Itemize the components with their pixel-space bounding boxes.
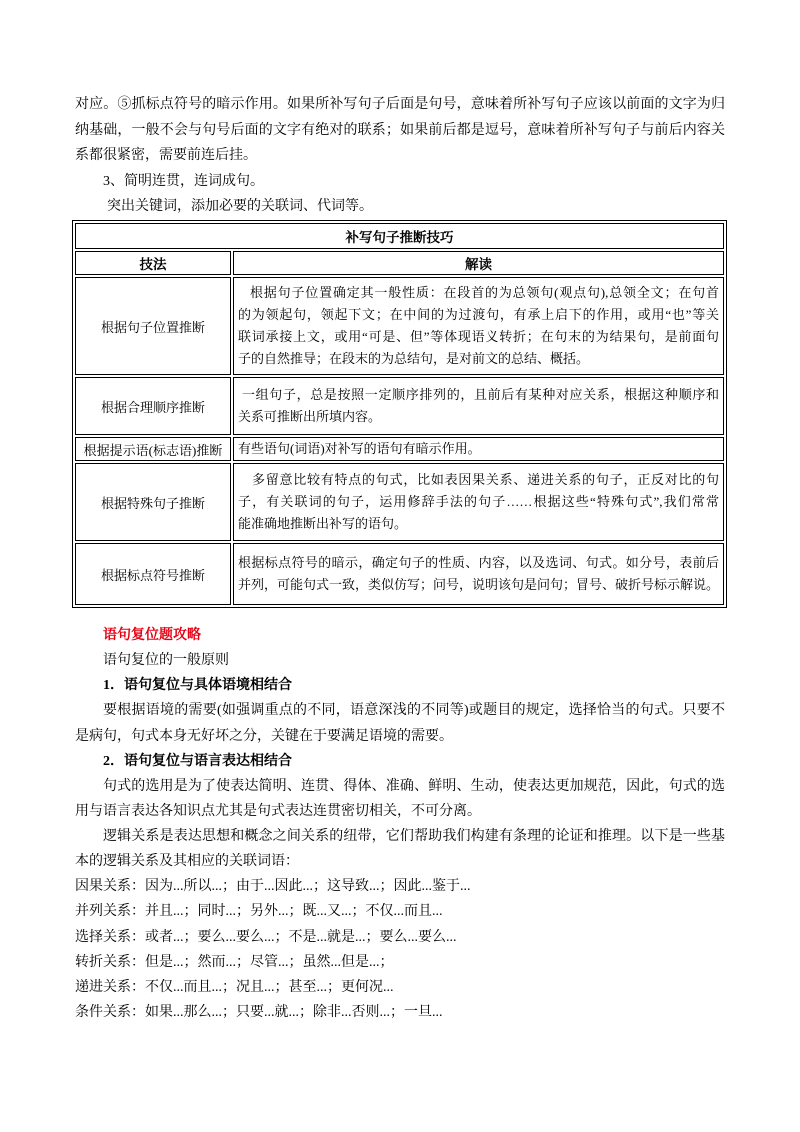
explanation-cell [233,277,724,375]
explanation-line: 并列，可能句式一致，类似仿写；问号，说明该句是问句；冒号、破折号标示解说。 [237,577,719,592]
explanation-cell [233,463,724,541]
method-cell: 根据提示语(标志语)推断 [75,437,231,461]
explanation-line: 多留意比较有特点的句式，比如表因果关系、递进关系的句子，正反对比的句 [251,472,719,487]
explanation-cell [233,377,724,435]
explanation-line: 子的自然推导；在段末的为总结句，是对前文的总结、概括。 [237,351,589,366]
relation-item: 递进关系：不仅...而且...；况且...；甚至...；更何况... [75,979,394,995]
paragraph-line: 是病句，句式本身无好坏之分，关键在于要满足语境的需要。 [75,728,453,744]
explanation-line: 根据标点符号的暗示，确定句子的性质、内容，以及选词、句式。如分号，表前后 [237,555,719,570]
method-cell: 根据特殊句子推断 [75,463,231,541]
explanation-line: 关系可推断出所填内容。 [237,409,381,424]
paragraph-line: 句式的选用是为了使表达简明、连贯、得体、准确、鲜明、生动，使表达更加规范，因此，句式的选 [103,778,725,794]
paragraph-line: 要根据语境的需要(如强调重点的不同，语意深浅的不同等)或题目的规定，选择恰当的句式。只要不 [103,703,725,719]
table-header-row [75,251,724,275]
table-row [75,437,724,461]
section-heading: 语句复位题攻略 [103,628,201,643]
table-header-method: 技法 [75,251,231,275]
relation-item: 条件关系：如果...那么...；只要...就...；除非...否则...；一旦... [75,1004,443,1020]
paragraph-line: 对应。⑤抓标点符号的暗示作用。如果所补写句子后面是句号，意味着所补写句子应该以前面的文字为归 [75,97,725,112]
method-cell: 根据合理顺序推断 [75,377,231,435]
method-cell: 根据标点符号推断 [75,543,231,605]
section-subheading: 语句复位的一般原则 [103,653,229,669]
inference-techniques-table [72,220,727,608]
table-title-row [75,223,724,249]
relation-item: 转折关系：但是...；然而...；尽管...；虽然...但是...； [75,954,394,970]
relation-item: 并列关系：并且...；同时...；另外...；既...又...；不仅...而且... [75,904,443,920]
explanation-line: 有些语句(词语)对补写的语句有暗示作用。 [237,441,481,456]
explanation-cell [233,437,724,461]
explanation-line: 能准确地推断出补写的语句。 [237,516,407,531]
paragraph-line: 系都很紧密，需要前连后挂。 [75,148,257,163]
paragraph-line: 本的逻辑关系及其相应的关联词语： [75,854,299,870]
relation-item: 选择关系：或者...；要么...要么...；不是...就是...；要么...要么... [75,929,457,945]
explanation-line: 一组句子，总是按照一定顺序排列的，且前后有某种对应关系，根据这种顺序和 [241,387,719,402]
explanation-line: 的为领起句，领起下文；在中间的为过渡句，有承上启下的作用，或用“也”等关 [237,307,719,322]
principle-2-title: 2．语句复位与语言表达相结合 [103,753,292,769]
relation-item: 因果关系：因为...所以...；由于...因此...；这导致...；因此...鉴于... [75,879,471,895]
table-header-explanation: 解读 [233,251,724,275]
point-3-heading: 3、简明连贯，连词成句。 [103,173,264,189]
principle-1-title: 1．语句复位与具体语境相结合 [103,678,292,694]
point-3-text: 突出关键词，添加必要的关联词、代词等。 [107,199,373,214]
method-cell: 根据句子位置推断 [75,277,231,375]
table-row [75,277,724,375]
table-title: 补写句子推断技巧 [75,223,724,249]
explanation-line: 联词承接上文，或用“可是、但”等体现语义转折；在句末的为结果句，是前面句 [237,329,719,344]
explanation-cell [233,543,724,605]
top-section [75,92,725,220]
table-row [75,377,724,435]
table-row [75,463,724,541]
bottom-section [75,623,725,1025]
table-row [75,543,724,605]
paragraph-line: 纳基础，一般不会与句号后面的文字有绝对的联系；如果前后都是逗号，意味着所补写句子与前后内容关 [75,122,725,138]
paragraph-line: 逻辑关系是表达思想和概念之间关系的纽带，它们帮助我们构建有条理的论证和推理。以下是一些基 [103,829,725,844]
explanation-line: 子，有关联词的句子，运用修辞手法的句子……根据这些“特殊句式”,我们常常 [237,494,719,509]
paragraph-line: 用与语言表达各知识点尤其是句式表达连贯密切相关，不可分离。 [75,803,481,819]
explanation-line: 根据句子位置确定其一般性质：在段首的为总领句(观点句),总领全文；在句首 [249,285,719,300]
